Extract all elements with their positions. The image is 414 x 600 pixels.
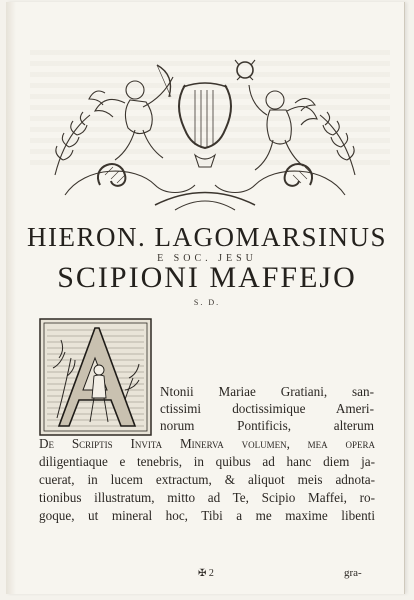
salutation-line: S. D. [193, 298, 221, 307]
text-line-3: norum Pontificis, alterum [160, 418, 374, 433]
decorated-initial-a-illustration [39, 318, 152, 436]
text-line-8: goque, ut mineral hoc, Tibi a me maxime libenti [39, 508, 375, 523]
recipient-heading: SCIPIONI MAFFEJO [57, 261, 357, 294]
text-line-1: Ntonii Mariae Gratiani, san- [160, 384, 374, 399]
text-line-2: ctissimi doctissimique Ameri- [160, 401, 374, 416]
engraved-headpiece-illustration [45, 45, 365, 215]
signature-mark: ✠ 2 [198, 568, 214, 579]
society-line: E SOC. JESU [157, 253, 257, 264]
text-line-4: De Scriptis Invita Minerva volumen, mea opera [39, 436, 375, 451]
text-line-6: cuerat, in lucem extractum, & aliquot meis adnota- [39, 472, 375, 487]
text-line-7: tionibus illustratum, mitto ad Te, Scipio Maffei, ro- [39, 490, 375, 505]
catchword: gra- [344, 567, 362, 579]
author-heading: HIERON. LAGOMARSINUS [26, 222, 387, 252]
text-line-5: diligentiaque e tenebris, in quibus ad hanc diem ja- [39, 454, 375, 469]
